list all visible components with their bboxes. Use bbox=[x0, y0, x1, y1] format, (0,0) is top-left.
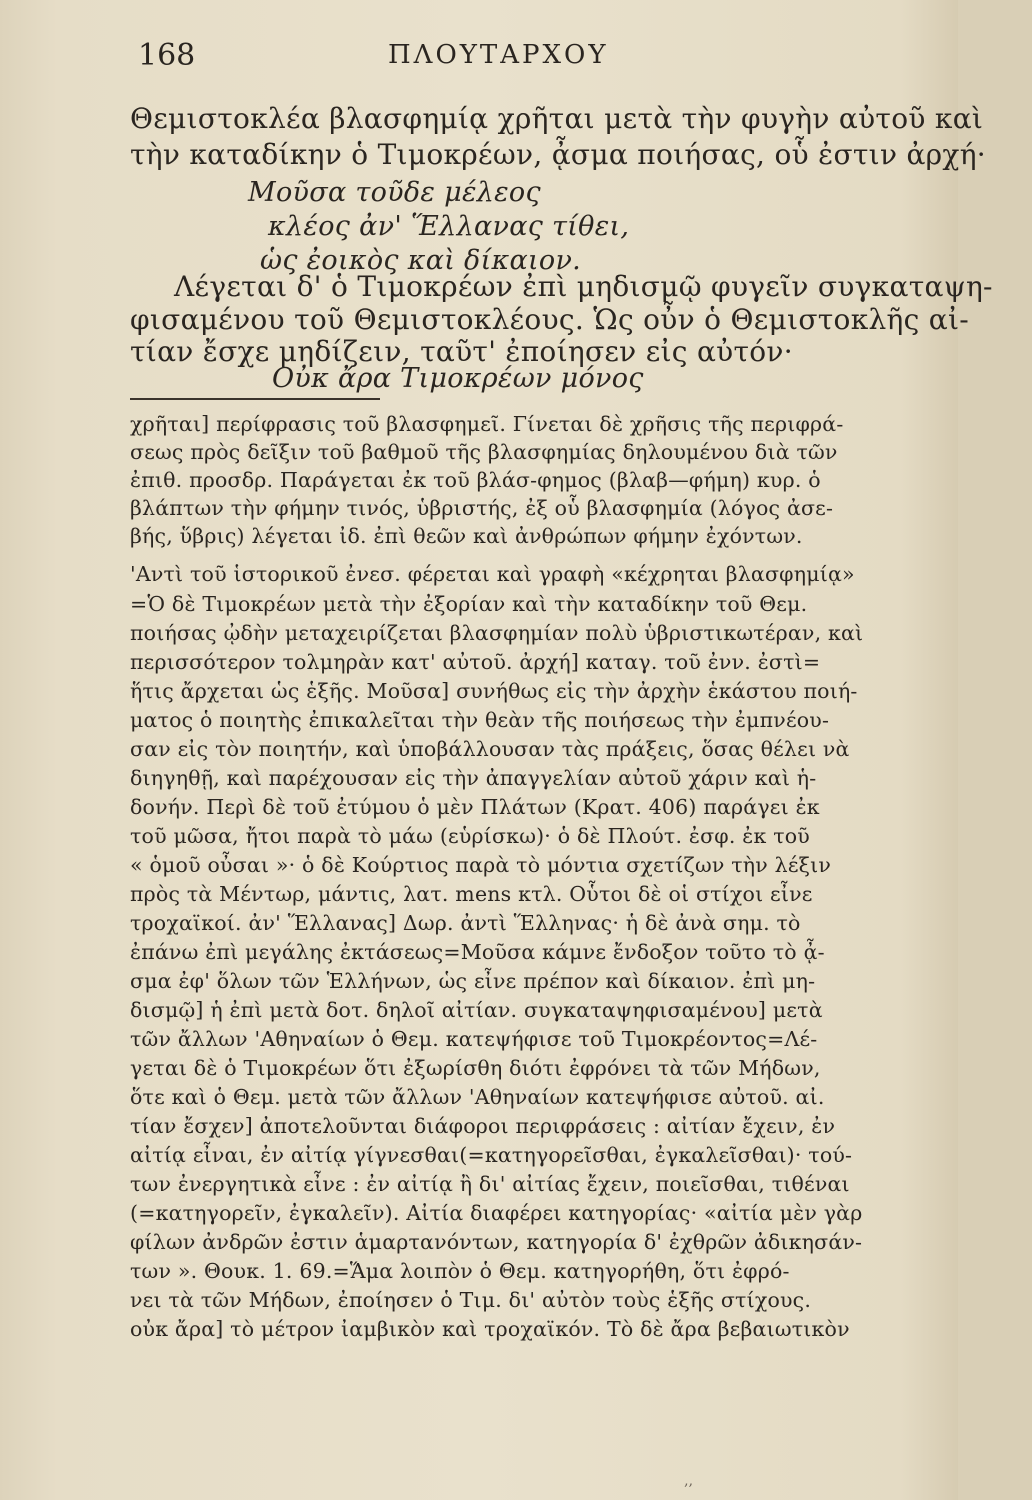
note-line: τοῦ μῶσα, ἤτοι παρὰ τὸ μάω (εὑρίσκω)· ὁ δὲ Πλούτ. ἐσφ. ἐκ τοῦ bbox=[130, 824, 810, 848]
note-line: πρὸς τὰ Μέντωρ, μάντις, λατ. mens κτλ. Οὗτοι δὲ οἱ στίχοι εἶνε bbox=[130, 882, 813, 906]
note-line: οὐκ ἄρα] τὸ μέτρον ἰαμβικὸν καὶ τροχαϊκόν. Τὸ δὲ ἄρα βεβαιωτικὸν bbox=[130, 1317, 850, 1341]
note-line: « ὁμοῦ οὖσαι »· ὁ δὲ Κούρτιος παρὰ τὸ μόντια σχετίζων τὴν λέξιν bbox=[130, 853, 832, 877]
page-header bbox=[138, 38, 898, 78]
note-line: τίαν ἔσχεν] ἀποτελοῦνται διάφοροι περιφράσεις : αἰτίαν ἔχειν, ἐν bbox=[130, 1114, 836, 1138]
page-number: 168 bbox=[138, 38, 196, 73]
footnote-divider bbox=[130, 398, 380, 400]
note-line: φίλων ἀνδρῶν ἐστιν ἁμαρτανόντων, κατηγορία δ' ἐχθρῶν ἀδικησάν- bbox=[130, 1230, 863, 1254]
note-line: ἐπιθ. προσδρ. Παράγεται ἐκ τοῦ βλάσ-φημος (βλαβ—φήμη) κυρ. ὁ bbox=[130, 468, 821, 492]
note-line: των ἐνεργητικὰ εἶνε : ἐν αἰτίᾳ ἢ δι' αἰτίας ἔχειν, ποιεῖσθαι, τιθέναι bbox=[130, 1172, 850, 1196]
note-line: τροχαϊκοί. ἀν' Ἕλλανας] Δωρ. ἀντὶ Ἕλληνας· ἡ δὲ ἀνὰ σημ. τὸ bbox=[130, 911, 801, 935]
note-line: ὅτε καὶ ὁ Θεμ. μετὰ τῶν ἄλλων 'Αθηναίων κατεψήφισε αὐτοῦ. αἰ. bbox=[130, 1085, 825, 1109]
note-line: τῶν ἄλλων 'Αθηναίων ὁ Θεμ. κατεψήφισε τοῦ Τιμοκρέοντος=Λέ- bbox=[130, 1027, 818, 1051]
note-line: ἐπάνω ἐπὶ μεγάλης ἐκτάσεως=Μοῦσα κάμνε ἔνδοξον τοῦτο τὸ ᾆ- bbox=[130, 940, 825, 964]
running-title: ΠΛΟΥΤΑΡΧΟΥ bbox=[388, 40, 609, 70]
note-line: ματος ὁ ποιητὴς ἐπικαλεῖται τὴν θεὰν τῆς ποιήσεως τὴν ἐμπνέου- bbox=[130, 708, 830, 732]
note-line: 'Αντὶ τοῦ ἱστορικοῦ ἐνεσ. φέρεται καὶ γραφὴ «κέχρηται βλασφημίᾳ» bbox=[130, 562, 855, 586]
note-line: των ». Θουκ. 1. 69.=Ἅμα λοιπὸν ὁ Θεμ. κατηγορήθη, ὅτι ἐφρό- bbox=[130, 1259, 790, 1283]
verse-line: Οὐκ ἄρα Τιμοκρέων μόνος bbox=[272, 363, 644, 394]
note-line: περισσότερον τολμηρὰν κατ' αὐτοῦ. ἀρχή] καταγ. τοῦ ἐνν. ἐστὶ= bbox=[130, 650, 821, 674]
note-line: ποιήσας ᾠδὴν μεταχειρίζεται βλασφημίαν πολὺ ὑβριστικωτέραν, καὶ bbox=[130, 621, 864, 645]
note-line: ἥτις ἄρχεται ὡς ἑξῆς. Μοῦσα] συνήθως εἰς τὴν ἀρχὴν ἑκάστου ποιή- bbox=[130, 679, 858, 703]
verse-line: ὡς ἐοικὸς καὶ δίκαιον. bbox=[260, 245, 582, 276]
main-text-line: τίαν ἔσχε μηδίζειν, ταῦτ' ἐποίησεν εἰς αὐτόν· bbox=[130, 335, 793, 368]
note-line: σεως πρὸς δεῖξιν τοῦ βαθμοῦ τῆς βλασφημίας δηλουμένου διὰ τῶν bbox=[130, 440, 838, 464]
main-text-line: Θεμιστοκλέα βλασφημίᾳ χρῆται μετὰ τὴν φυγὴν αὐτοῦ καὶ bbox=[130, 102, 984, 135]
note-line: (=κατηγορεῖν, ἐγκαλεῖν). Αἰτία διαφέρει κατηγορίας· «αἰτία μὲν γὰρ bbox=[130, 1201, 863, 1225]
note-line: γεται δὲ ὁ Τιμοκρέων ὅτι ἐξωρίσθη διότι ἐφρόνει τὰ τῶν Μήδων, bbox=[130, 1056, 821, 1080]
note-line: αἰτίᾳ εἶναι, ἐν αἰτίᾳ γίγνεσθαι(=κατηγορεῖσθαι, ἐγκαλεῖσθαι)· τού- bbox=[130, 1143, 853, 1167]
note-line: =Ὁ δὲ Τιμοκρέων μετὰ τὴν ἐξορίαν καὶ τὴν καταδίκην τοῦ Θεμ. bbox=[130, 592, 808, 616]
note-line: βής, ὕβρις) λέγεται ἰδ. ἐπὶ θεῶν καὶ ἀνθρώπων φήμην ἐχόντων. bbox=[130, 524, 803, 548]
note-line: βλάπτων τὴν φήμην τινός, ὑβριστής, ἐξ οὗ βλασφημία (λόγος ἀσε- bbox=[130, 496, 834, 520]
main-text-line: φισαμένου τοῦ Θεμιστοκλέους. Ὡς οὖν ὁ Θεμιστοκλῆς αἰ- bbox=[130, 303, 970, 336]
verse-line: Μοῦσα τοῦδε μέλεος bbox=[248, 177, 541, 208]
note-line: δονήν. Περὶ δὲ τοῦ ἐτύμου ὁ μὲν Πλάτων (Κρατ. 406) παράγει ἐκ bbox=[130, 795, 820, 819]
note-line: νει τὰ τῶν Μήδων, ἐποίησεν ὁ Τιμ. δι' αὐτὸν τοὺς ἑξῆς στίχους. bbox=[130, 1288, 812, 1312]
note-line: σαν εἰς τὸν ποιητήν, καὶ ὑποβάλλουσαν τὰς πράξεις, ὅσας θέλει νὰ bbox=[130, 737, 850, 761]
note-line: σμα ἐφ' ὅλων τῶν Ἑλλήνων, ὡς εἶνε πρέπον καὶ δίκαιον. ἐπὶ μη- bbox=[130, 969, 816, 993]
main-text-line: Λέγεται δ' ὁ Τιμοκρέων ἐπὶ μηδισμῷ φυγεῖν συγκαταψη- bbox=[174, 270, 993, 303]
note-line: χρῆται] περίφρασις τοῦ βλασφημεῖ. Γίνεται δὲ χρῆσις τῆς περιφρά- bbox=[130, 412, 844, 436]
note-line: διηγηθῇ, καὶ παρέχουσαν εἰς τὴν ἀπαγγελίαν αὐτοῦ χάριν καὶ ἡ- bbox=[130, 766, 817, 790]
main-text-line: τὴν καταδίκην ὁ Τιμοκρέων, ᾆσμα ποιήσας, οὗ ἐστιν ἀρχή· bbox=[130, 138, 986, 171]
note-line: δισμῷ] ἡ ἐπὶ μετὰ δοτ. δηλοῖ αἰτίαν. συγκαταψηφισαμένου] μετὰ bbox=[130, 998, 823, 1022]
verse-line: κλέος ἀν' Ἕλλανας τίθει, bbox=[268, 211, 630, 242]
page-mark: ‚‚ bbox=[684, 1473, 693, 1489]
